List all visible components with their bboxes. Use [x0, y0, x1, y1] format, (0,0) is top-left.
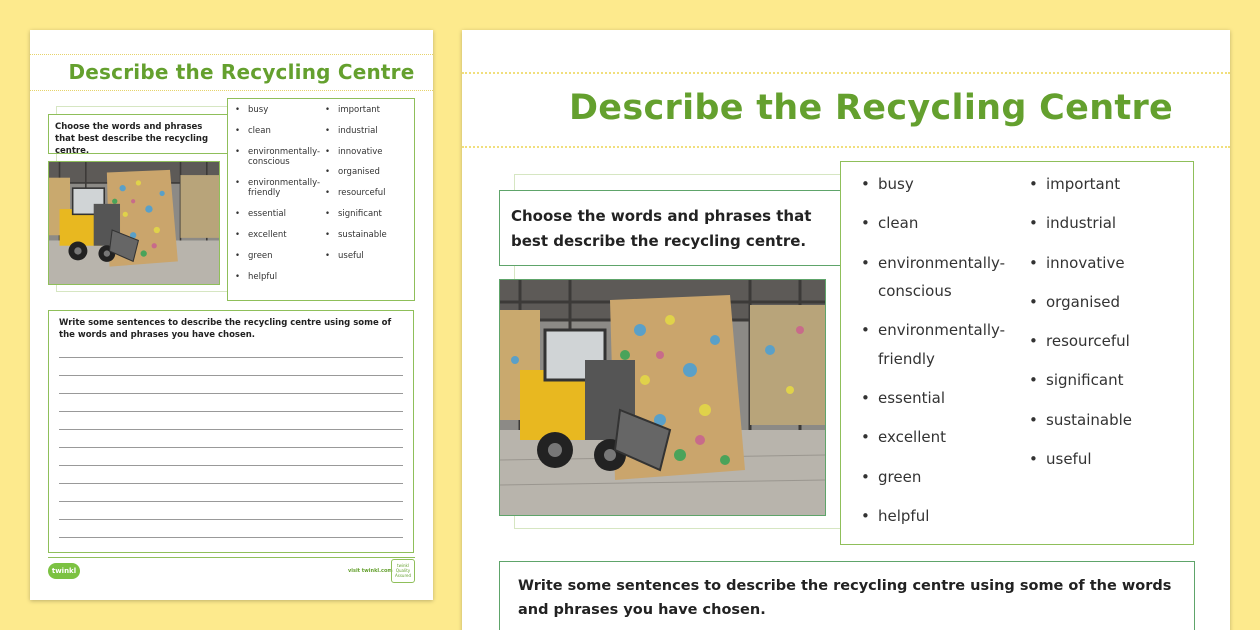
writing-line	[59, 357, 403, 358]
word-list-left	[235, 105, 325, 292]
word-item: • essential	[235, 209, 325, 220]
writing-line	[59, 483, 403, 484]
word-item: • environmentally-conscious	[841, 249, 1013, 306]
word-item: • useful	[1009, 445, 1189, 474]
word-item: • clean	[235, 126, 325, 137]
word-item: • green	[235, 251, 325, 262]
word-item: • industrial	[1009, 209, 1189, 238]
word-item: • green	[841, 463, 1013, 492]
writing-line	[59, 375, 403, 376]
footer-divider	[48, 557, 415, 558]
word-item: • environmentally-friendly	[841, 316, 1013, 373]
writing-line	[59, 465, 403, 466]
word-item: • innovative	[325, 147, 413, 158]
recycling-centre-illustration	[48, 161, 220, 285]
word-item: • sustainable	[1009, 406, 1189, 435]
writing-line	[59, 519, 403, 520]
worksheet-preview-large	[462, 30, 1230, 630]
word-item: • significant	[1009, 366, 1189, 395]
instruction-box: Choose the words and phrases that best describe the recycling centre.	[48, 114, 230, 154]
word-item: • important	[1009, 170, 1189, 199]
word-item: • industrial	[325, 126, 413, 137]
twinkl-logo: twinkl	[48, 563, 80, 579]
writing-line	[59, 537, 403, 538]
writing-line	[59, 411, 403, 412]
word-item: • environmentally-friendly	[235, 178, 325, 199]
word-item: • busy	[841, 170, 1013, 199]
word-item: • excellent	[235, 230, 325, 241]
dotted-divider-bottom	[462, 146, 1230, 148]
writing-line	[59, 429, 403, 430]
recycling-centre-illustration	[499, 279, 826, 516]
footer-url: visit twinkl.com	[348, 568, 393, 574]
writing-line	[59, 447, 403, 448]
word-item: • important	[325, 105, 413, 116]
word-item: • environmentally-conscious	[235, 147, 325, 168]
word-item: • useful	[325, 251, 413, 262]
dotted-divider-bottom	[30, 90, 433, 91]
word-list-right	[1009, 170, 1189, 484]
writing-line	[59, 501, 403, 502]
word-item: • clean	[841, 209, 1013, 238]
dotted-divider-top	[462, 72, 1230, 74]
word-item: • resourceful	[1009, 327, 1189, 356]
page-title: Describe the Recycling Centre	[568, 88, 1174, 128]
word-item: • organised	[1009, 288, 1189, 317]
writing-prompt: Write some sentences to describe the recycling centre using some of the words and phrases you have chosen.	[59, 318, 392, 340]
word-item: • innovative	[1009, 249, 1189, 278]
instruction-box: Choose the words and phrases that best describe the recycling centre.	[499, 190, 841, 266]
dotted-divider-top	[30, 54, 433, 55]
writing-prompt: Write some sentences to describe the recycling centre using some of the words and phrases you have chosen.	[518, 578, 1172, 618]
word-bank	[227, 98, 415, 301]
word-item: • sustainable	[325, 230, 413, 241]
worksheet-preview-small	[30, 30, 433, 600]
word-item: • resourceful	[325, 188, 413, 199]
word-item: • significant	[325, 209, 413, 220]
word-item: • excellent	[841, 423, 1013, 452]
page-title: Describe the Recycling Centre	[68, 60, 415, 84]
word-item: • helpful	[841, 502, 1013, 531]
writing-area	[48, 310, 414, 553]
writing-line	[59, 393, 403, 394]
word-list-right	[325, 105, 413, 271]
word-item: • essential	[841, 384, 1013, 413]
word-list-left	[841, 170, 1013, 541]
word-item: • organised	[325, 167, 413, 178]
word-bank	[840, 161, 1194, 545]
word-item: • helpful	[235, 272, 325, 283]
writing-area	[499, 561, 1195, 630]
word-item: • busy	[235, 105, 325, 116]
quality-assured-badge: twinkl Quality Assured	[391, 559, 415, 583]
